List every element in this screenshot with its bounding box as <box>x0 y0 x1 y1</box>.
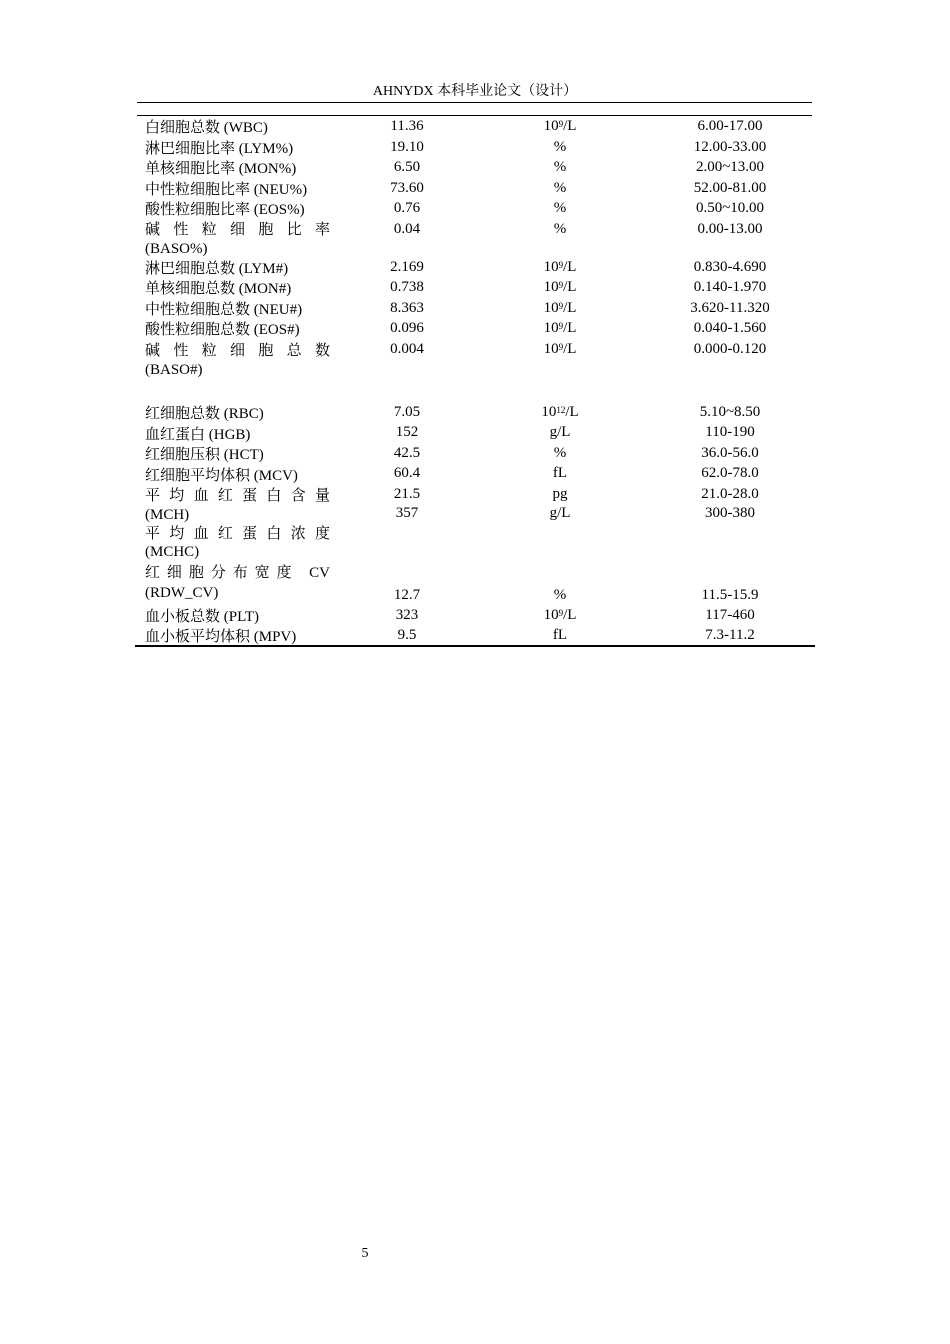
reference-range: 6.00-17.00 <box>697 118 763 134</box>
test-name-line2: (BASO#) <box>145 362 203 378</box>
test-name: 红细胞压积 (HCT) <box>145 447 264 463</box>
unit-tail: /L <box>563 259 577 275</box>
reference-range: 0.00-13.00 <box>697 221 763 237</box>
test-value: 19.10 <box>390 139 424 155</box>
running-header: AHNYDX 本科毕业论文（设计） <box>372 84 578 99</box>
test-name-line1: 平均血红蛋白含量 <box>145 488 330 504</box>
unit-tail: /L <box>563 279 577 295</box>
test-unit <box>510 298 610 318</box>
unit-base: pg <box>552 486 568 502</box>
reference-range: 0.000-0.120 <box>693 341 767 357</box>
unit-tail: /L <box>563 341 577 357</box>
unit-tail: /L <box>565 404 579 420</box>
test-unit <box>510 605 610 625</box>
reference-range: 3.620-11.320 <box>690 300 770 316</box>
test-name: 淋巴细胞总数 (LYM#) <box>145 261 289 277</box>
test-unit <box>510 503 610 523</box>
reference-range: 300-380 <box>705 505 755 521</box>
unit-exponent: 9 <box>558 608 564 618</box>
test-unit <box>510 402 610 422</box>
reference-range: 62.0-78.0 <box>701 465 759 481</box>
test-value: 60.4 <box>393 465 421 481</box>
reference-range: 12.00-33.00 <box>693 139 767 155</box>
test-name: 红细胞平均体积 (MCV) <box>145 468 298 484</box>
unit-exponent: 9 <box>558 280 564 290</box>
test-name: 单核细胞总数 (MON#) <box>145 281 292 297</box>
test-name: 白细胞总数 (WBC) <box>145 120 268 136</box>
page-number: 5 <box>361 1246 369 1261</box>
test-unit <box>510 484 610 504</box>
unit-base: fL <box>552 627 568 643</box>
unit-exponent: 12 <box>556 405 566 415</box>
unit-tail: /L <box>563 320 577 336</box>
test-value: 323 <box>395 607 419 623</box>
test-value: 0.096 <box>390 320 424 336</box>
test-name-line1: 平均血红蛋白浓度 <box>145 526 330 542</box>
test-name-line2: (RDW_CV) <box>145 585 219 601</box>
unit-base: % <box>553 221 567 237</box>
reference-range: 7.3-11.2 <box>705 627 755 643</box>
test-name: 酸性粒细胞比率 (EOS%) <box>145 202 305 218</box>
test-unit <box>510 277 610 297</box>
test-name-line1: 红细胞分布宽度 CV <box>145 565 330 581</box>
test-unit <box>510 318 610 338</box>
unit-base: % <box>553 180 567 196</box>
test-name: 中性粒细胞比率 (NEU%) <box>145 182 308 198</box>
test-unit <box>510 137 610 157</box>
test-name: 红细胞总数 (RBC) <box>145 406 264 422</box>
reference-range: 0.830-4.690 <box>693 259 767 275</box>
test-unit <box>510 422 610 442</box>
unit-exponent: 9 <box>558 321 564 331</box>
unit-base: 10 <box>543 259 559 275</box>
test-name: 血红蛋白 (HGB) <box>145 427 251 443</box>
test-unit <box>510 625 610 645</box>
test-unit <box>510 257 610 277</box>
test-value: 2.169 <box>390 259 424 275</box>
test-value: 0.004 <box>390 341 424 357</box>
test-value: 21.5 <box>393 486 421 502</box>
test-unit <box>510 585 610 605</box>
unit-base: 10 <box>543 300 559 316</box>
test-value: 357 <box>395 505 419 521</box>
test-value: 7.05 <box>393 404 421 420</box>
test-name-line1: 碱性粒细胞比率 <box>145 222 330 238</box>
test-name-line2: (BASO%) <box>145 241 208 257</box>
unit-exponent: 9 <box>558 342 564 352</box>
test-name: 中性粒细胞总数 (NEU#) <box>145 302 303 318</box>
test-unit <box>510 463 610 483</box>
reference-range: 110-190 <box>705 424 755 440</box>
unit-tail: /L <box>563 118 577 134</box>
test-value: 11.36 <box>390 118 424 134</box>
unit-base: % <box>553 139 567 155</box>
test-value: 0.76 <box>393 200 421 216</box>
test-value: 42.5 <box>393 445 421 461</box>
reference-range: 21.0-28.0 <box>701 486 759 502</box>
reference-range: 52.00-81.00 <box>693 180 767 196</box>
test-value: 0.04 <box>393 221 421 237</box>
test-value: 73.60 <box>390 180 424 196</box>
test-unit <box>510 443 610 463</box>
reference-range: 0.140-1.970 <box>693 279 767 295</box>
unit-base: % <box>553 445 567 461</box>
test-value: 9.5 <box>397 627 417 643</box>
unit-tail: /L <box>563 607 577 623</box>
unit-base: 10 <box>543 118 559 134</box>
reference-range: 0.040-1.560 <box>693 320 767 336</box>
test-name-line2: (MCHC) <box>145 544 200 560</box>
test-name-line2: (MCH) <box>145 507 190 523</box>
unit-base: 10 <box>543 320 559 336</box>
unit-exponent: 9 <box>558 301 564 311</box>
reference-range: 117-460 <box>705 607 755 623</box>
test-value: 0.738 <box>390 279 424 295</box>
test-value: 8.363 <box>390 300 424 316</box>
test-name: 酸性粒细胞总数 (EOS#) <box>145 322 300 338</box>
test-value: 152 <box>395 424 419 440</box>
test-name-line1: 碱性粒细胞总数 <box>145 343 330 359</box>
unit-base: 10 <box>543 341 559 357</box>
test-unit <box>510 219 610 239</box>
unit-base: g/L <box>549 424 571 440</box>
test-name: 单核细胞比率 (MON%) <box>145 161 297 177</box>
unit-base: % <box>553 587 567 603</box>
unit-base: % <box>553 159 567 175</box>
test-unit <box>510 116 610 136</box>
reference-range: 36.0-56.0 <box>701 445 759 461</box>
unit-base: 10 <box>543 607 559 623</box>
test-name: 血小板总数 (PLT) <box>145 609 260 625</box>
unit-base: % <box>553 200 567 216</box>
test-name: 血小板平均体积 (MPV) <box>145 629 297 645</box>
reference-range: 0.50~10.00 <box>695 200 765 216</box>
test-unit <box>510 157 610 177</box>
reference-range: 11.5-15.9 <box>701 587 759 603</box>
table-bottom-rule <box>135 645 815 647</box>
test-unit <box>510 178 610 198</box>
test-value: 12.7 <box>393 587 421 603</box>
test-unit <box>510 339 610 359</box>
reference-range: 5.10~8.50 <box>699 404 761 420</box>
reference-range: 2.00~13.00 <box>695 159 765 175</box>
unit-exponent: 9 <box>558 260 564 270</box>
unit-base: 10 <box>543 279 559 295</box>
unit-base: g/L <box>549 505 571 521</box>
test-unit <box>510 198 610 218</box>
test-value: 6.50 <box>393 159 421 175</box>
unit-exponent: 9 <box>558 119 564 129</box>
test-name: 淋巴细胞比率 (LYM%) <box>145 141 294 157</box>
unit-base: 10 <box>541 404 557 420</box>
unit-tail: /L <box>563 300 577 316</box>
unit-base: fL <box>552 465 568 481</box>
header-rule <box>137 102 812 103</box>
